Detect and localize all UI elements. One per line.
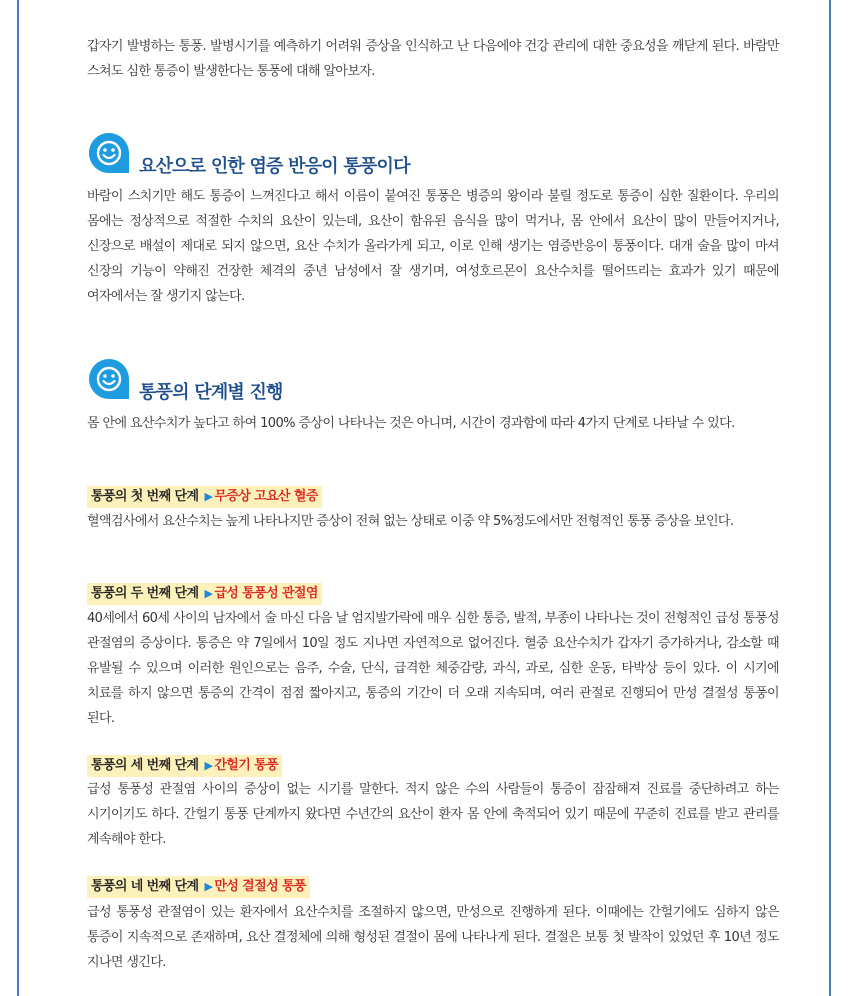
stage-body-4: 급성 통풍성 관절염이 있는 환자에서 요산수치를 조절하지 않으면, 만성으로 진행하게 된다. 이때에는 간헐기에도 심하지 않은 통증이 지속적으로 존재하며, 요산 결정체에 의해 형성된 결절이 몸에 나타나게 된다. 결절은 보통 첫 발작이 있었던 후 10년 정도 지나면 생긴다. [87,905,779,970]
play-arrow-icon: ▶ [204,759,213,772]
section-heading-stages [87,357,779,401]
stage-body-3: 급성 통풍성 관절염 사이의 증상이 없는 시기를 말한다. 적지 않은 수의 사람들이 통증이 잠잠해져 진료를 중단하려고 하는 시기이기도 하다. 간헐기 통풍 단계까지 왔다면 수년간의 요산이 환자 몸 안에 축적되어 있기 때문에 꾸준히 진료를 받고 관리를 계속해야 한다. [87,782,779,847]
stage-label-2 [87,583,322,605]
section-body: 바람이 스치기만 해도 통증이 느껴진다고 해서 이름이 붙여진 통풍은 병증의 왕이라 불릴 정도로 통증이 심한 질환이다. 우리의 몸에는 정상적으로 적절한 수치의 요산이 있는데, 요산이 함유된 음식을 많이 먹거나, 몸 안에서 요산이 많이 만들어지거나, 신장으로 배설이 제대로 되지 않으면, 요산 수치가 올라가게 되고, 이로 인해 생기는 염증반응이 통풍이다. 대개 술을 많이 마셔 신장의 기능이 약해진 건장한 체격의 중년 남성에서 잘 생기며, 여성호르몬이 요산수치를 떨어뜨리는 효과가 있기 때문에 여자에서는 잘 생기지 않는다. [87,189,779,304]
smiley-icon [87,357,131,401]
stage-name: 간헐기 통풍 [214,758,279,773]
play-arrow-icon: ▶ [204,490,213,503]
stage-label-4 [87,876,310,898]
stage-label-text: 통풍의 첫 번째 단계 [91,489,199,504]
stage-label-text: 통풍의 두 번째 단계 [91,586,199,601]
play-arrow-icon: ▶ [204,587,213,600]
stage-name: 급성 통풍성 관절염 [214,586,318,601]
smiley-icon [87,131,131,175]
stage-label-text: 통풍의 네 번째 단계 [91,879,199,894]
stage-body-2: 40세에서 60세 사이의 남자에서 술 마신 다음 날 엄지발가락에 매우 심한 통증, 발적, 부종이 나타나는 것이 전형적인 급성 통풍성 관절염의 증상이다. 통증은 약 7일에서 10일 정도 지나면 자연적으로 없어진다. 혈중 요산수치가 갑자기 증가하거나, 감소할 때 유발될 수 있으며 이러한 원인으로는 음주, 수술, 단식, 급격한 체중감량, 과식, 과로, 심한 운동, 타박상 등이 있다. 이 시기에 치료를 하지 않으면 통증의 간격이 점점 짧아지고, 통증의 기간이 더 오래 지속되며, 여러 관절로 진행되어 만성 결절성 통풍이 된다. [87,611,779,726]
stage-label-3 [87,755,282,777]
stage-body-1: 혈액검사에서 요산수치는 높게 나타나지만 증상이 전혀 없는 상태로 이중 약 5%정도에서만 전형적인 통풍 증상을 보인다. [87,514,734,529]
intro-paragraph: 갑자기 발병하는 통풍. 발병시기를 예측하기 어려워 증상을 인식하고 난 다음에야 건강 관리에 대한 중요성을 깨닫게 된다. 바람만 스쳐도 심한 통증이 발생한다는 통풍에 대해 알아보자. [87,39,779,79]
section-body: 몸 안에 요산수치가 높다고 하여 100% 증상이 나타나는 것은 아니며, 시간이 경과함에 따라 4가지 단계로 나타날 수 있다. [87,416,735,431]
play-arrow-icon: ▶ [204,880,213,893]
stage-name: 무증상 고요산 혈증 [214,489,318,504]
stage-label-1 [87,486,322,508]
section-title: 통풍의 단계별 진행 [139,382,283,403]
stage-label-text: 통풍의 세 번째 단계 [91,758,199,773]
section-title: 요산으로 인한 염증 반응이 통풍이다 [139,156,410,177]
stage-name: 만성 결절성 통풍 [214,879,306,894]
section-heading-uric-acid [87,131,779,175]
